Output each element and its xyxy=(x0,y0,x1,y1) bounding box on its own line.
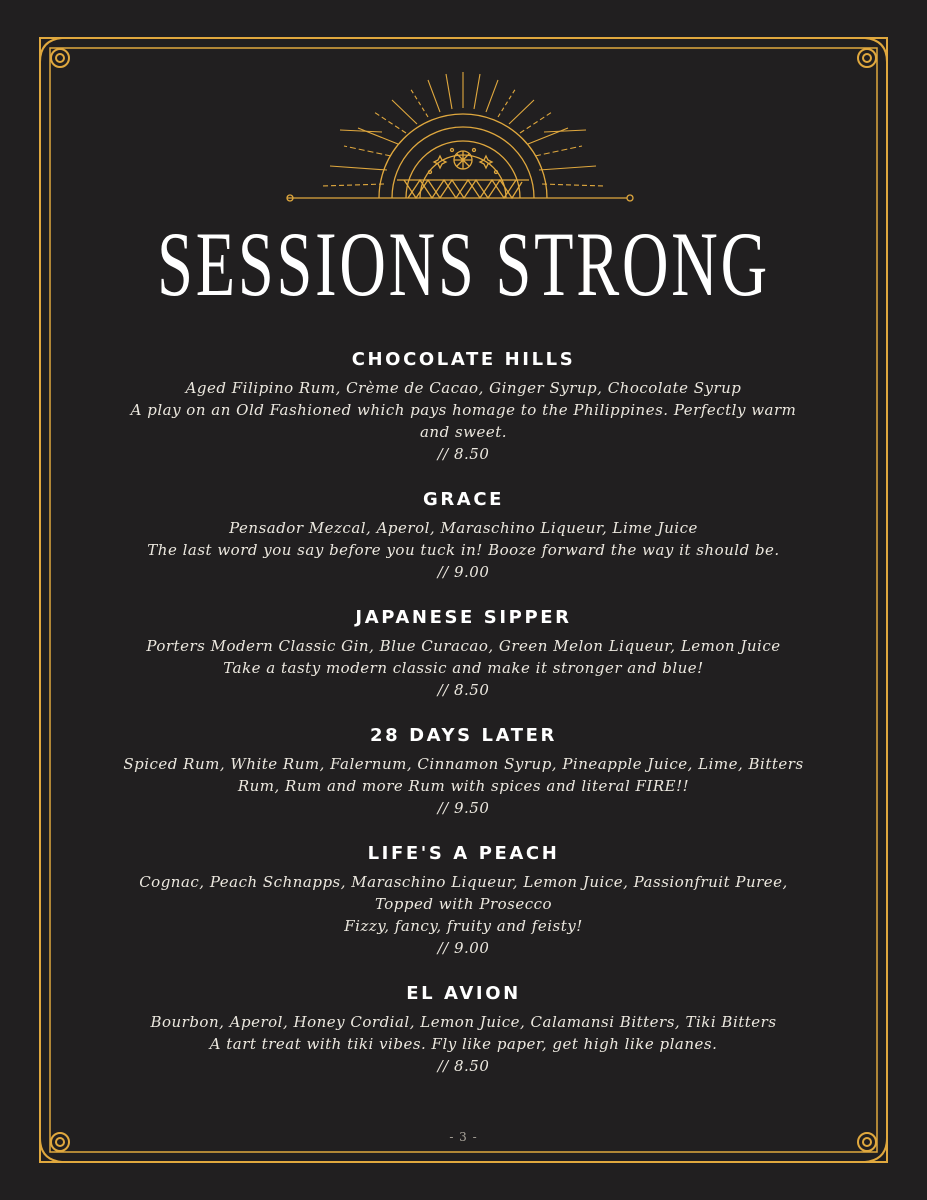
item-price: // 9.50 xyxy=(437,799,490,817)
menu-item xyxy=(100,980,827,1077)
item-price: // 9.00 xyxy=(437,563,490,581)
art-deco-sunburst-icon xyxy=(287,72,633,201)
item-price: // 8.50 xyxy=(437,445,490,463)
item-name: 28 DAYS LATER xyxy=(370,725,557,746)
menu-item xyxy=(100,840,827,959)
item-description: A play on an Old Fashioned which pays homage to the Philippines. Perfectly warm xyxy=(130,401,797,419)
corner-scroll-icon xyxy=(40,38,69,67)
corner-scroll-icon xyxy=(858,38,887,67)
item-ingredients: Aged Filipino Rum, Crème de Cacao, Ginger Syrup, Chocolate Syrup xyxy=(185,379,742,397)
item-name: LIFE'S A PEACH xyxy=(367,843,560,864)
item-name: CHOCOLATE HILLS xyxy=(351,349,576,370)
item-price: // 9.00 xyxy=(437,939,490,957)
item-ingredients: Porters Modern Classic Gin, Blue Curacao, Green Melon Liqueur, Lemon Juice xyxy=(146,637,781,655)
item-description: Rum, Rum and more Rum with spices and literal FIRE!! xyxy=(237,777,690,795)
item-name: GRACE xyxy=(422,489,505,510)
item-price: // 8.50 xyxy=(437,681,490,699)
item-ingredients: Pensador Mezcal, Aperol, Maraschino Liqueur, Lime Juice xyxy=(229,519,698,537)
menu-item xyxy=(100,604,827,701)
item-ingredients: Bourbon, Aperol, Honey Cordial, Lemon Juice, Calamansi Bitters, Tiki Bitters xyxy=(150,1013,777,1031)
item-description: The last word you say before you tuck in! Booze forward the way it should be. xyxy=(147,541,780,559)
item-ingredients: Cognac, Peach Schnapps, Maraschino Liqueur, Lemon Juice, Passionfruit Puree, xyxy=(139,873,788,891)
menu-item xyxy=(100,722,827,819)
item-name: JAPANESE SIPPER xyxy=(355,607,572,628)
item-ingredients: Spiced Rum, White Rum, Falernum, Cinnamon Syrup, Pineapple Juice, Lime, Bitters xyxy=(123,755,804,773)
item-description: Take a tasty modern classic and make it stronger and blue! xyxy=(223,659,704,677)
menu-item xyxy=(100,486,827,583)
cocktail-list xyxy=(100,346,827,1098)
menu-title: SESSIONS STRONG xyxy=(157,213,770,315)
menu-item xyxy=(100,346,827,465)
item-name: EL AVION xyxy=(406,983,521,1004)
item-price: // 8.50 xyxy=(437,1057,490,1075)
item-description: Fizzy, fancy, fruity and feisty! xyxy=(344,917,583,935)
page-number: - 3 - xyxy=(449,1130,478,1144)
item-ingredients: Topped with Prosecco xyxy=(374,895,553,913)
item-description: and sweet. xyxy=(419,423,508,441)
item-description: A tart treat with tiki vibes. Fly like paper, get high like planes. xyxy=(209,1035,718,1053)
